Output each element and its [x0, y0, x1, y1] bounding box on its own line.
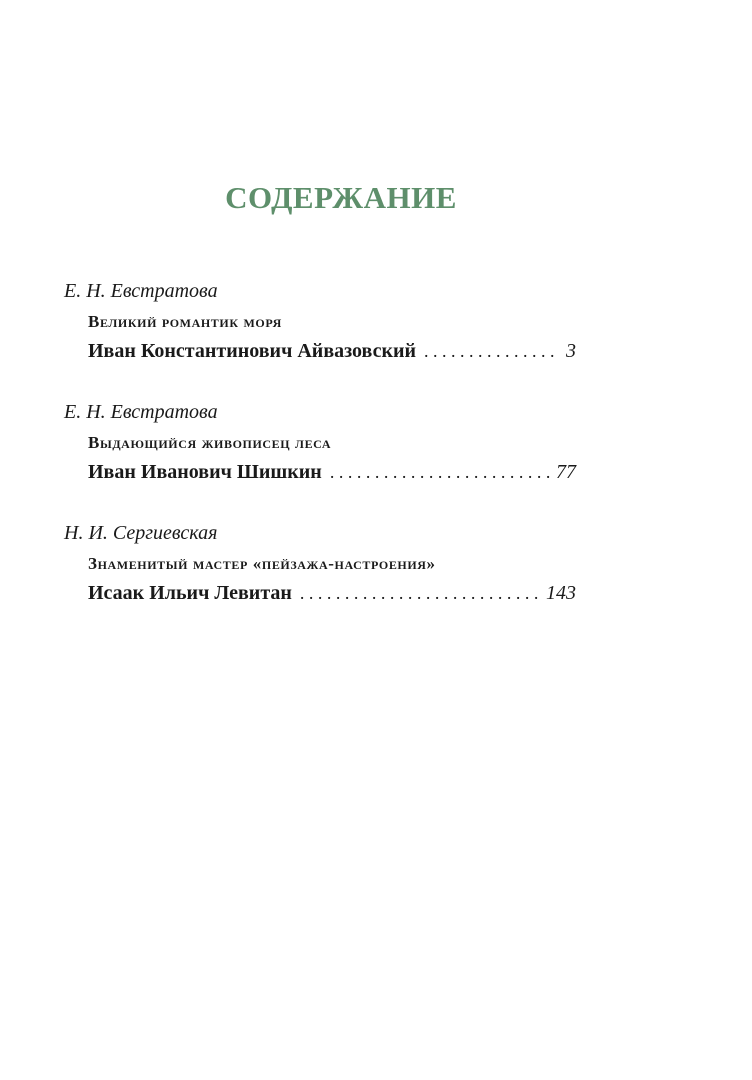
- page-title: СОДЕРЖАНИЕ: [225, 180, 457, 215]
- entry-page-number: 77: [556, 461, 576, 483]
- dot-leader: [330, 458, 550, 486]
- toc-entry-levitan: [64, 519, 576, 607]
- entry-title: Иван Иванович Шишкин: [88, 461, 322, 483]
- entry-title-line[interactable]: [88, 579, 576, 607]
- entry-author: Е. Н. Евстратова: [64, 280, 218, 302]
- entry-author: Н. И. Сергиевская: [64, 522, 218, 544]
- entry-title-line[interactable]: [88, 337, 576, 365]
- table-of-contents: [64, 277, 576, 640]
- entry-subtitle: Великий романтик моря: [88, 312, 282, 331]
- entry-page-number: 3: [566, 340, 576, 362]
- entry-title-line[interactable]: [88, 458, 576, 486]
- entry-title: Иван Константинович Айвазовский: [88, 340, 417, 362]
- toc-entry-aivazovsky: [64, 277, 576, 365]
- entry-subtitle: Выдающийся живописец леса: [88, 433, 332, 452]
- toc-entry-shishkin: [64, 398, 576, 486]
- entry-subtitle: Знаменитый мастер «пейзажа-настроения»: [88, 554, 436, 573]
- entry-author: Е. Н. Евстратова: [64, 401, 218, 423]
- entry-title: Исаак Ильич Левитан: [88, 582, 292, 604]
- entry-page-number: 143: [546, 582, 576, 604]
- dot-leader: [424, 337, 560, 365]
- dot-leader: [300, 579, 540, 607]
